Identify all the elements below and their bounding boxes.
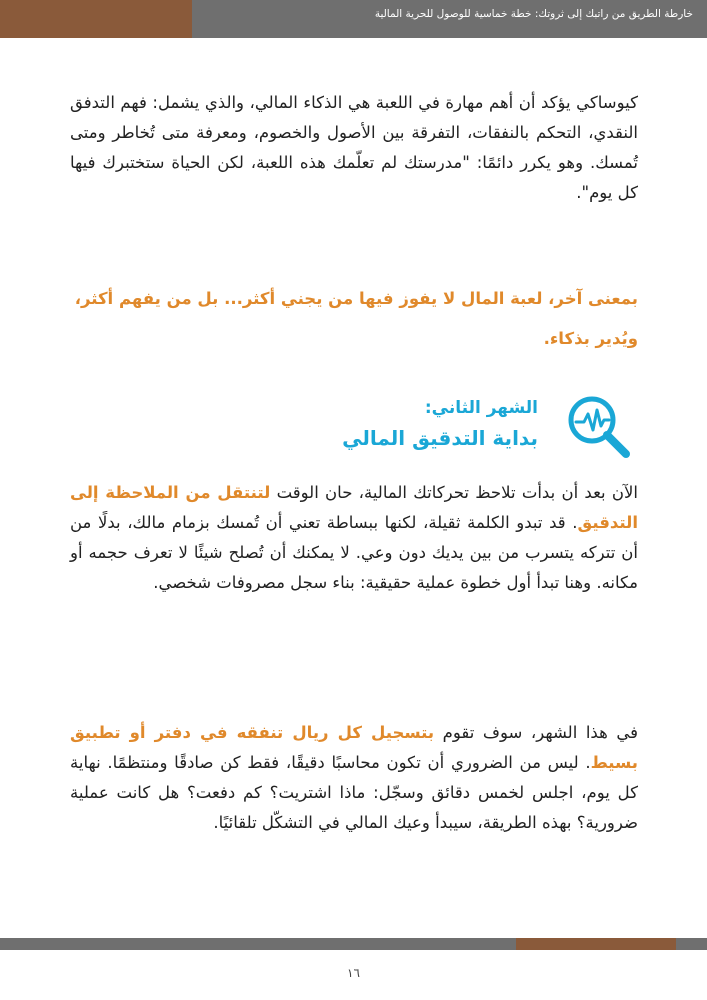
p2-end: . ليس من الضروري أن تكون محاسبًا دقيقًا، فقط كن صادقًا ومنتظمًا. نهاية كل يوم، اجلس لخمس دقائق وسجّل: ماذا اشتريت؟ كم دفعت؟ هل كانت عملية ضرورية؟ بهذه الطريقة، سيبدأ وعيك المالي في التشكّل تلقائيًا. [70, 753, 638, 832]
intro-section [70, 88, 638, 208]
p2-start: في هذا الشهر، سوف تقوم [434, 723, 639, 742]
footer-accent [516, 938, 676, 950]
emphasis-paragraph: بمعنى آخر، لعبة المال لا يفوز فيها من يجني أكثر... بل من يفهم أكثر، ويُدير بذكاء. [74, 289, 638, 348]
page-number: ١٦ [347, 966, 360, 980]
header-accent [0, 0, 192, 38]
p1-start: الآن بعد أن بدأت تلاحظ تحركاتك المالية، حان الوقت [270, 483, 638, 502]
intro-paragraph: كيوساكي يؤكد أن أهم مهارة في اللعبة هي الذكاء المالي، والذي يشمل: فهم التدفق النقدي، التحكم بالنفقات، التفرقة بين الأصول والخصوم، ومعرفة متى تُخاطر ومتى تُمسك. وهو يكرر دائمًا: "مدرستك لم تعلّمك هذه اللعبة، لكن الحياة ستختبرك فيها كل يوم". [70, 93, 638, 202]
p1-highlight: لتنتقل من الملاحظة إلى التدقيق [70, 483, 638, 532]
p1-end: . قد تبدو الكلمة ثقيلة، لكنها ببساطة تعني أن تُمسك بزمام مالك، بدلًا من أن تتركه يتسرب من بين يديك دون وعي. لا يمكنك أن تُصلح شيئًا لا تعرف حجمه أو مكانه. وهنا تبدأ أول خطوة عملية حقيقية: بناء سجل مصروفات شخصي. [70, 513, 638, 592]
heading-title: بداية التدقيق المالي [342, 426, 538, 450]
month2-paragraph-2 [70, 718, 638, 838]
heading-kicker: الشهر الثاني: [424, 398, 538, 418]
magnifier-heartbeat-icon [564, 392, 634, 462]
header-title: خارطة الطريق من راتبك إلى ثروتك: خطة خماسية للوصول للحرية المالية [374, 8, 693, 20]
section-heading [70, 392, 638, 464]
heading-text [342, 394, 538, 454]
month2-paragraph-1 [70, 478, 638, 598]
p2-highlight: بتسجيل كل ريال تنفقه في دفتر أو تطبيق بسيط [70, 723, 638, 772]
emphasis-section [70, 279, 638, 359]
